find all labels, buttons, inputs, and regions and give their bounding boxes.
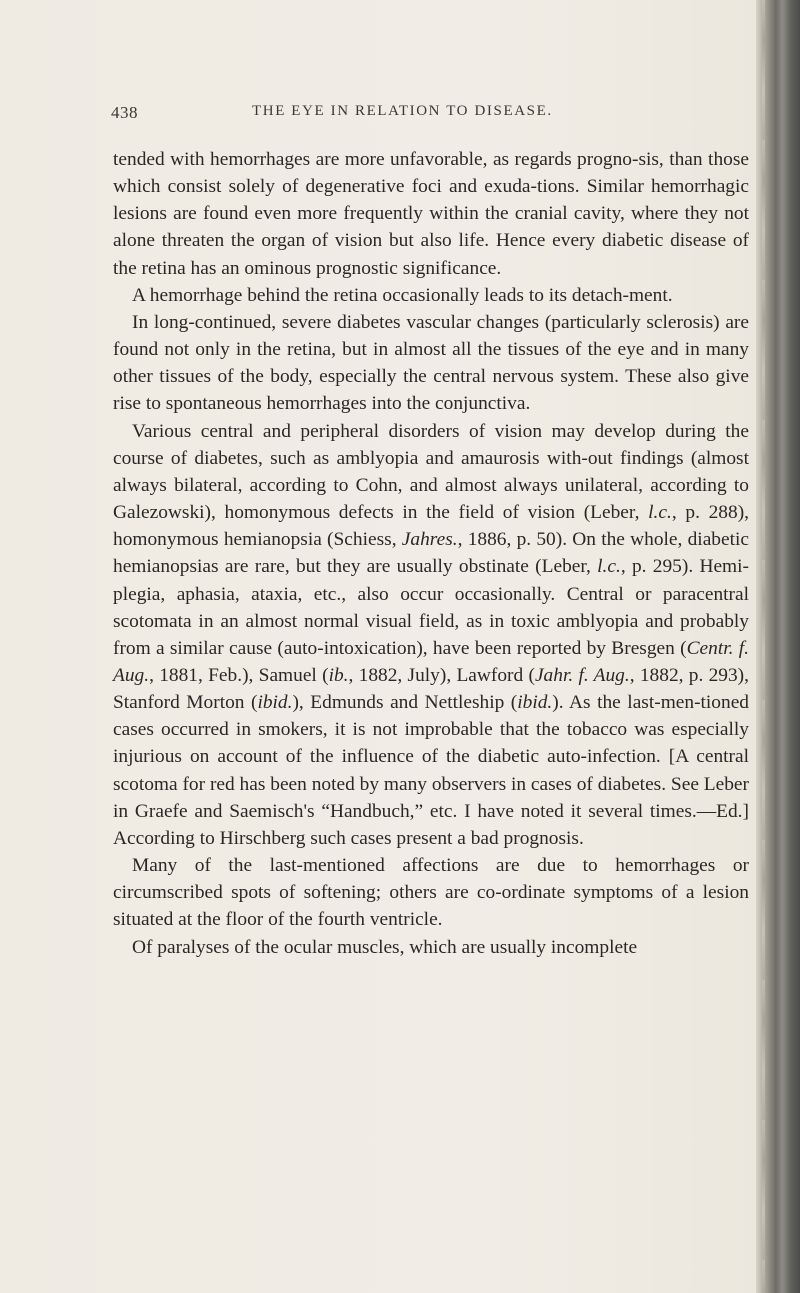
text-run: , 1881, Feb.), Samuel ( (149, 664, 329, 686)
page-number: 438 (111, 103, 138, 122)
body-text (113, 146, 749, 961)
text-run: , 1886, p. 50). On the whole, diabetic hemianopsias are rare, but they are usually obstinate (Leber, (113, 529, 749, 578)
paragraph-5: Many of the last-mentioned affections are due to hemorrhages or circumscribed spots of softening; others are co-ordinate symptoms of a lesion situated at the floor of the fourth ventricle. (113, 855, 749, 931)
citation-jahres: Jahres. (401, 529, 458, 551)
text-run: , 1882, July), Lawford ( (348, 664, 535, 686)
page-header (0, 103, 760, 129)
citation-jahr-f-aug: Jahr. f. Aug. (534, 664, 630, 686)
citation-lc: l.c. (648, 502, 672, 524)
citation-lc: l.c. (597, 556, 621, 578)
text-run: , 1882, p. 293), Stanford Morton ( (113, 664, 749, 714)
text-run: , p. 295). Hemi-plegia, aphasia, ataxia, etc., also occur occasionally. Central or paracentral scotomata in an almost normal visual field, as in toxic amblyopia and probably from a similar cause (auto-intoxication), have been reported by Bresgen ( (113, 556, 749, 659)
text-run: ), Edmunds and Nettleship ( (292, 692, 518, 714)
citation-ibid: ibid. (257, 692, 293, 714)
book-binding-edge (756, 0, 800, 1293)
paragraph-2: A hemorrhage behind the retina occasionally leads to its detach-ment. (132, 284, 673, 306)
paragraph-3: In long-continued, severe diabetes vascular changes (particularly sclerosis) are found not only in the retina, but in almost all the tissues of the eye and in many other tissues of the body, especially the central nervous system. These also give rise to spontaneous hemorrhages into the conjunctiva. (113, 311, 749, 415)
text-run: , p. 288), homonymous hemianopsia (Schiess, (113, 502, 750, 551)
text-run: ). As the last-men-tioned cases occurred in smokers, it is not improbable that the tobacco was especially injurious on account of the influence of the diabetic auto-infection. [A central scotoma for red has been noted by many observers in cases of diabetes. See Leber in Graefe and Saemisch's “Handbuch,” etc. I have noted it several times.—Ed.] According to Hirschberg such cases present a bad prognosis. (113, 692, 750, 849)
running-title: THE EYE IN RELATION TO DISEASE. (252, 103, 553, 119)
citation-centr-f-aug: Centr. f. Aug. (113, 637, 749, 686)
paragraph-4 (113, 418, 749, 853)
paragraph-6: Of paralyses of the ocular muscles, which are usually incomplete (132, 936, 638, 958)
text-run: Various central and peripheral disorders of vision may develop during the course of diabetes, such as amblyopia and amaurosis with-out findings (almost always bilateral, according to Cohn, and almost always unilateral, according to Galezowski), homonymous defects in the field of vision (Leber, (113, 420, 749, 524)
paragraph-1: tended with hemorrhages are more unfavorable, as regards progno-sis, than those which consist solely of degenerative foci and exuda-tions. Similar hemorrhagic lesions are found even more frequently within the cranial cavity, where they not alone threaten the organ of vision but also life. Hence every diabetic disease of the retina has an ominous prognostic significance. (113, 149, 749, 279)
citation-ibid: ibid. (517, 692, 553, 714)
citation-ib: ib. (328, 664, 349, 686)
